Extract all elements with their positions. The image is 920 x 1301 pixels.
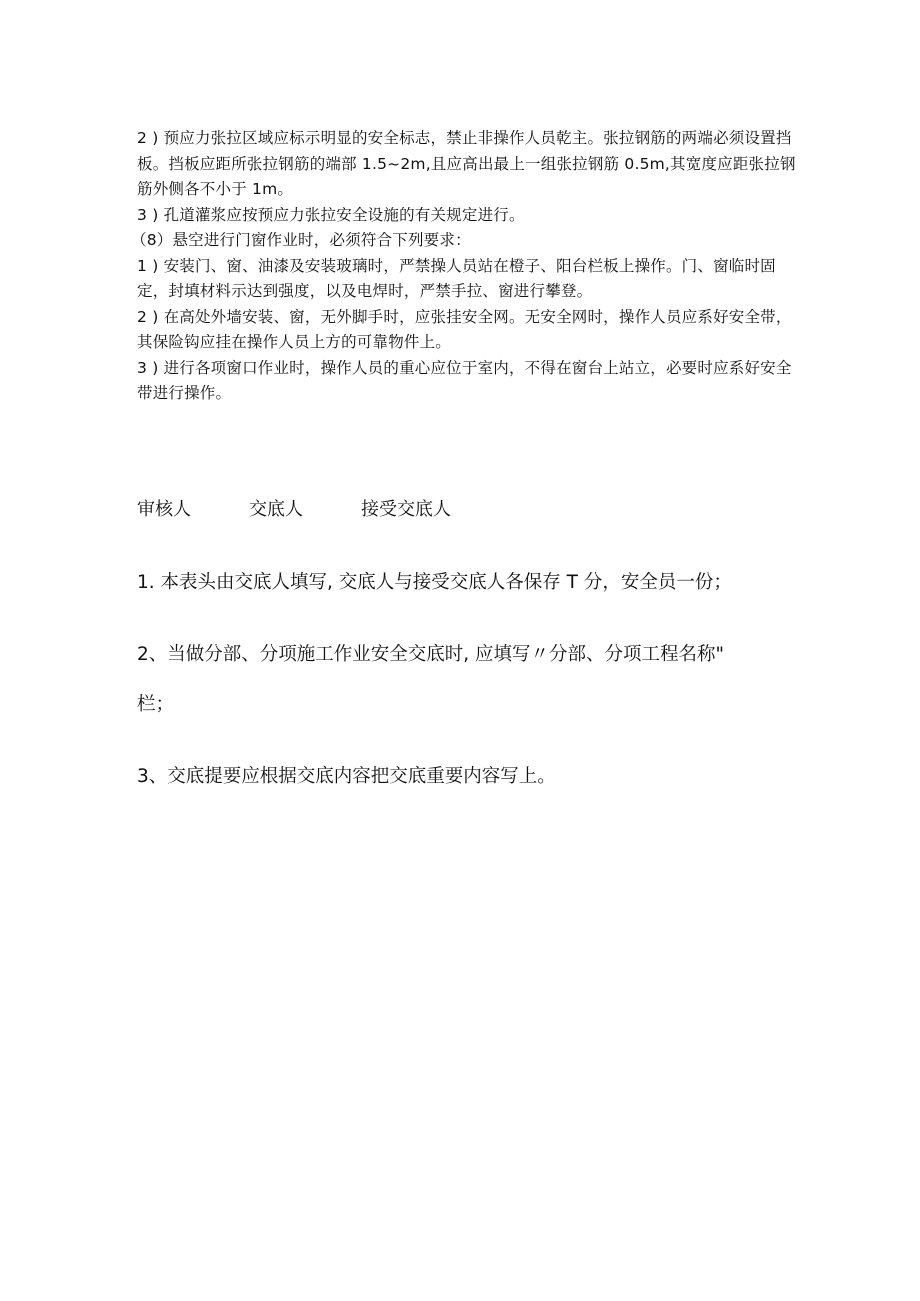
- paragraph-window-install: 1 ) 安装门、窗、油漆及安装玻璃时，严禁操人员站在橙子、阳台栏板上操作。门、窗临时固定，封填材料示达到强度，以及电焊时，严禁手拉、窗进行攀登。: [137, 256, 776, 300]
- paragraph-prestress-area: 2 ) 预应力张拉区域应标示明显的安全标志，禁止非操作人员乾主。张拉钢筋的两端必须设置挡板。挡板应距所张拉钢筋的端部 1.5~2m,且应高出最上一组张拉钢筋 0.5m,其宽度应距张拉钢筋外侧各不小于 1m。: [137, 129, 796, 198]
- receiver-label: 接受交底人: [361, 499, 451, 520]
- note-3: 3、交底提要应根据交底内容把交底重要内容写上。: [137, 766, 556, 787]
- signature-row: [137, 496, 797, 524]
- discloser-label: 交底人: [249, 499, 303, 520]
- paragraph-exterior-wall: 2 ) 在高处外墙安装、窗，无外脚手时，应张挂安全网。无安全网时，操作人员应系好安全带，其保险钩应挂在操作人员上方的可靠物件上。: [137, 307, 792, 351]
- paragraph-window-heading: （8）悬空进行门窗作业时，必须符合下列要求：: [131, 231, 471, 249]
- note-2-line-2: 栏；: [137, 694, 175, 715]
- note-1: 1. 本表头由交底人填写, 交底人与接受交底人各保存 T 分，安全员一份；: [137, 572, 732, 593]
- paragraph-grouting: 3 ) 孔道灌浆应按预应力张拉安全设施的有关规定进行。: [137, 205, 525, 224]
- reviewer-label: 审核人: [137, 499, 191, 520]
- paragraph-window-work: 3 ) 进行各项窗口作业时，操作人员的重心应位于室内，不得在窗台上站立，必要时应系好安全带进行操作。: [137, 358, 792, 402]
- disclosure-content: [131, 126, 797, 407]
- note-2-line-1: 2、当做分部、分项施工作业安全交底时, 应填写〃分部、分项工程名称": [137, 644, 725, 665]
